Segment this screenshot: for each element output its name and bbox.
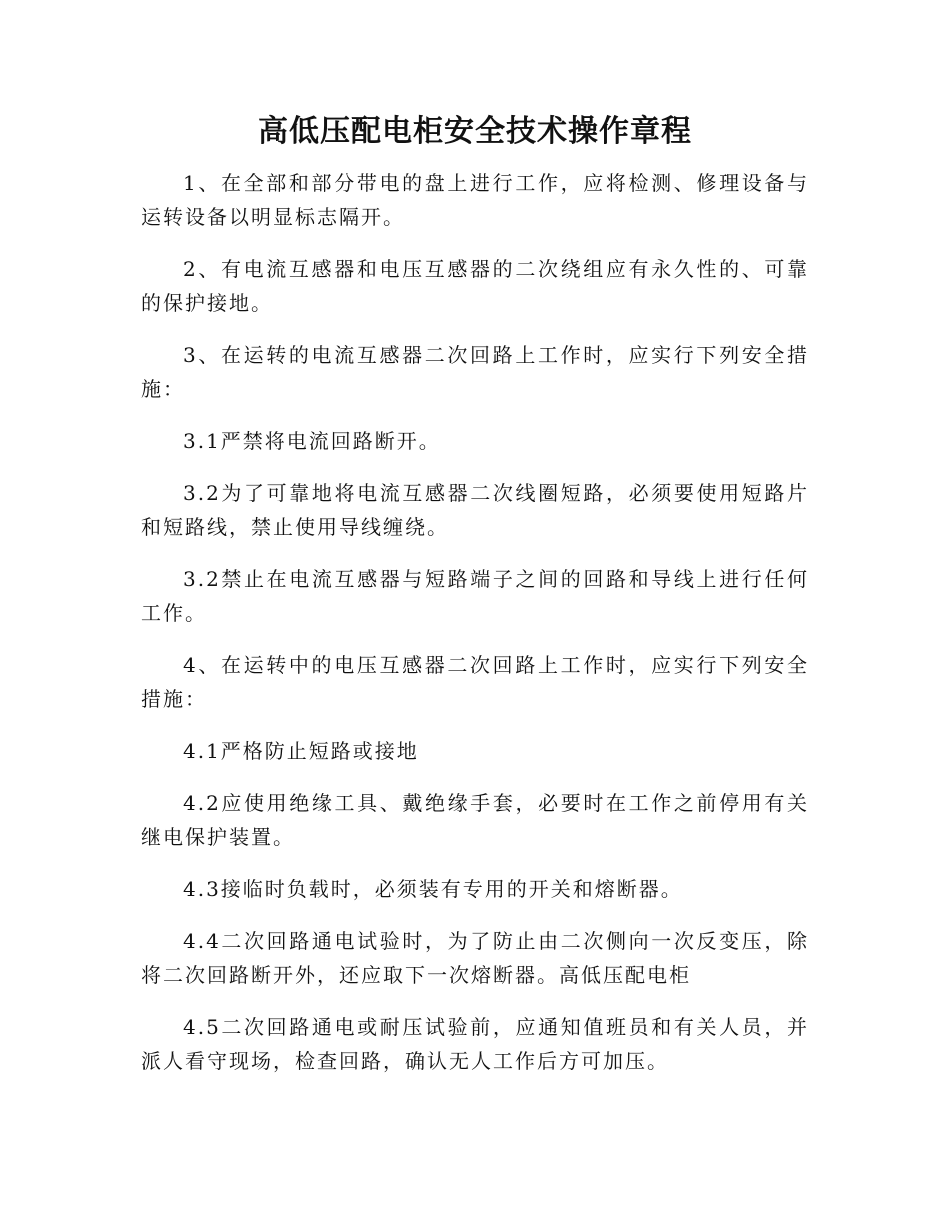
document-body [141,166,809,1096]
paragraph-2: 2、有电流互感器和电压互感器的二次绕组应有永久性的、可靠的保护接地。 [141,257,809,315]
paragraph-4-2: 4.2应使用绝缘工具、戴绝缘手套，必要时在工作之前停用有关继电保护装置。 [141,791,809,849]
paragraph-3-1: 3.1严禁将电流回路断开。 [183,429,441,453]
paragraph-4-3: 4.3接临时负载时，必须装有专用的开关和熔断器。 [183,877,683,901]
paragraph-3-2a: 3.2为了可靠地将电流互感器二次线圈短路，必须要使用短路片和短路线，禁止使用导线缠绕。 [141,481,809,539]
paragraph-4-5: 4.5二次回路通电或耐压试验前，应通知值班员和有关人员，并派人看守现场，检查回路，确认无人工作后方可加压。 [141,1015,809,1073]
paragraph-4: 4、在运转中的电压互感器二次回路上工作时，应实行下列安全措施： [141,653,809,711]
paragraph-1: 1、在全部和部分带电的盘上进行工作，应将检测、修理设备与运转设备以明显标志隔开。 [141,171,809,229]
paragraph-3: 3、在运转的电流互感器二次回路上工作时，应实行下列安全措施： [141,343,809,401]
paragraph-3-2b: 3.2禁止在电流互感器与短路端子之间的回路和导线上进行任何工作。 [141,567,809,625]
document-title: 高低压配电柜安全技术操作章程 [258,114,692,149]
paragraph-4-1: 4.1严格防止短路或接地 [183,739,419,763]
paragraph-4-4: 4.4二次回路通电试验时，为了防止由二次侧向一次反变压，除将二次回路断开外，还应取下一次熔断器。高低压配电柜 [141,929,809,987]
